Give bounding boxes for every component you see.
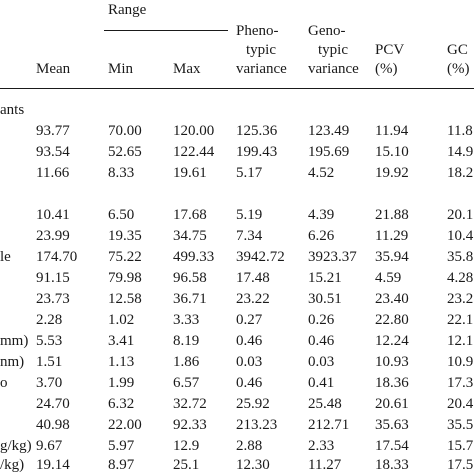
cell-pcv: 35.94	[375, 249, 409, 265]
cell-min: 22.00	[108, 417, 142, 433]
pheno-header-line2: typic	[246, 42, 276, 58]
cell-pcv: 23.40	[375, 291, 409, 307]
cell-max: 499.33	[173, 249, 215, 265]
cell-pheno: 12.30	[236, 457, 270, 473]
row-label: mm)	[0, 333, 29, 349]
cell-mean: 174.70	[36, 249, 78, 265]
cell-pheno: 5.17	[236, 165, 263, 181]
row-label: g/kg)	[0, 438, 32, 454]
cell-pcv: 10.93	[375, 354, 409, 370]
pheno-header-line3: variance	[236, 61, 287, 77]
pcv-header-line2: (%)	[375, 61, 398, 77]
cell-geno: 2.33	[308, 438, 335, 454]
cell-mean: 2.28	[36, 312, 63, 328]
cell-mean: 93.54	[36, 144, 70, 160]
cell-gcv: 17.5	[447, 457, 474, 473]
cell-geno: 0.03	[308, 354, 335, 370]
cell-max: 92.33	[173, 417, 207, 433]
cell-max: 12.9	[173, 438, 200, 454]
cell-geno: 0.26	[308, 312, 335, 328]
cell-gcv: 11.8	[447, 123, 473, 139]
gcv-header-line2: (%)	[447, 61, 470, 77]
cell-geno: 0.41	[308, 375, 335, 391]
row-label: le	[0, 249, 11, 265]
cell-gcv: 18.2	[447, 165, 474, 181]
cell-max: 34.75	[173, 228, 207, 244]
cell-geno: 4.39	[308, 207, 335, 223]
cell-mean: 24.70	[36, 396, 70, 412]
cell-min: 1.13	[108, 354, 135, 370]
cell-max: 120.00	[173, 123, 215, 139]
cell-gcv: 14.9	[447, 144, 474, 160]
cell-gcv: 17.3	[447, 375, 474, 391]
cell-gcv: 12.1	[447, 333, 474, 349]
cell-min: 6.50	[108, 207, 135, 223]
cell-max: 96.58	[173, 270, 207, 286]
cell-geno: 123.49	[308, 123, 350, 139]
range-header: Range	[108, 2, 147, 18]
cell-pcv: 15.10	[375, 144, 409, 160]
cell-mean: 91.15	[36, 270, 70, 286]
cell-min: 52.65	[108, 144, 142, 160]
gcv-header-line1: GC	[447, 42, 468, 58]
cell-min: 12.58	[108, 291, 142, 307]
cell-mean: 1.51	[36, 354, 63, 370]
cell-max: 17.68	[173, 207, 207, 223]
cell-pheno: 0.27	[236, 312, 263, 328]
min-header: Min	[108, 61, 134, 77]
cell-pheno: 213.23	[236, 417, 278, 433]
pcv-header-line1: PCV	[375, 42, 405, 58]
cell-gcv: 10.4	[447, 228, 474, 244]
cell-geno: 11.27	[308, 457, 342, 473]
pheno-header-line1: Pheno-	[236, 23, 279, 39]
cell-pcv: 11.29	[375, 228, 409, 244]
cell-geno: 6.26	[308, 228, 335, 244]
mean-header: Mean	[36, 61, 71, 77]
cell-mean: 11.66	[36, 165, 70, 181]
cell-pheno: 0.03	[236, 354, 263, 370]
cell-min: 8.97	[108, 457, 135, 473]
cell-geno: 25.48	[308, 396, 342, 412]
cell-min: 70.00	[108, 123, 142, 139]
cell-pheno: 5.19	[236, 207, 263, 223]
cell-pheno: 17.48	[236, 270, 270, 286]
cell-mean: 5.53	[36, 333, 63, 349]
cell-pheno: 23.22	[236, 291, 270, 307]
cell-pheno: 0.46	[236, 375, 263, 391]
cell-max: 1.86	[173, 354, 200, 370]
cell-pcv: 20.61	[375, 396, 409, 412]
cell-geno: 15.21	[308, 270, 342, 286]
cell-pheno: 0.46	[236, 333, 263, 349]
cell-min: 1.02	[108, 312, 135, 328]
cell-gcv: 35.5	[447, 417, 474, 433]
cell-pcv: 22.80	[375, 312, 409, 328]
cell-min: 75.22	[108, 249, 142, 265]
cell-geno: 0.46	[308, 333, 335, 349]
cell-pcv: 17.54	[375, 438, 409, 454]
cell-mean: 10.41	[36, 207, 70, 223]
cell-pheno: 199.43	[236, 144, 278, 160]
cell-gcv: 22.1	[447, 312, 474, 328]
cell-pcv: 11.94	[375, 123, 409, 139]
row-label: /kg)	[0, 457, 25, 473]
cell-pheno: 3942.72	[236, 249, 285, 265]
cell-mean: 23.99	[36, 228, 70, 244]
cell-max: 122.44	[173, 144, 215, 160]
section-label: ants	[0, 102, 25, 118]
max-header: Max	[173, 61, 201, 77]
cell-min: 19.35	[108, 228, 142, 244]
cell-gcv: 20.1	[447, 207, 474, 223]
cell-gcv: 20.4	[447, 396, 474, 412]
cell-min: 5.97	[108, 438, 135, 454]
cell-gcv: 23.2	[447, 291, 474, 307]
cell-pcv: 18.36	[375, 375, 409, 391]
cell-geno: 212.71	[308, 417, 350, 433]
cell-max: 6.57	[173, 375, 200, 391]
cell-mean: 19.14	[36, 457, 70, 473]
cell-min: 6.32	[108, 396, 135, 412]
cell-pheno: 125.36	[236, 123, 278, 139]
cell-min: 79.98	[108, 270, 142, 286]
cell-mean: 93.77	[36, 123, 70, 139]
cell-geno: 4.52	[308, 165, 335, 181]
cell-min: 8.33	[108, 165, 135, 181]
cell-gcv: 4.28	[447, 270, 474, 286]
cell-geno: 195.69	[308, 144, 350, 160]
cell-pheno: 25.92	[236, 396, 270, 412]
cell-max: 25.1	[173, 457, 200, 473]
cell-gcv: 10.9	[447, 354, 474, 370]
cell-min: 1.99	[108, 375, 135, 391]
cell-mean: 3.70	[36, 375, 63, 391]
geno-header-line2: typic	[318, 42, 348, 58]
cell-gcv: 35.8	[447, 249, 474, 265]
cell-max: 3.33	[173, 312, 200, 328]
row-label: nm)	[0, 354, 25, 370]
range-underline	[104, 30, 228, 31]
cell-gcv: 15.7	[447, 438, 474, 454]
cell-max: 8.19	[173, 333, 200, 349]
cell-mean: 23.73	[36, 291, 70, 307]
cell-pcv: 35.63	[375, 417, 409, 433]
cell-max: 19.61	[173, 165, 207, 181]
cell-pcv: 21.88	[375, 207, 409, 223]
cell-pheno: 2.88	[236, 438, 263, 454]
header-bottom-rule	[0, 88, 474, 89]
cell-pcv: 12.24	[375, 333, 409, 349]
geno-header-line3: variance	[308, 61, 359, 77]
cell-pcv: 4.59	[375, 270, 402, 286]
cell-geno: 3923.37	[308, 249, 357, 265]
cell-max: 36.71	[173, 291, 207, 307]
cell-pcv: 18.33	[375, 457, 409, 473]
geno-header-line1: Geno-	[308, 23, 346, 39]
cell-max: 32.72	[173, 396, 207, 412]
cell-pheno: 7.34	[236, 228, 263, 244]
cell-mean: 40.98	[36, 417, 70, 433]
row-label: o	[0, 375, 8, 391]
cell-mean: 9.67	[36, 438, 63, 454]
cell-geno: 30.51	[308, 291, 342, 307]
cell-pcv: 19.92	[375, 165, 409, 181]
cell-min: 3.41	[108, 333, 135, 349]
